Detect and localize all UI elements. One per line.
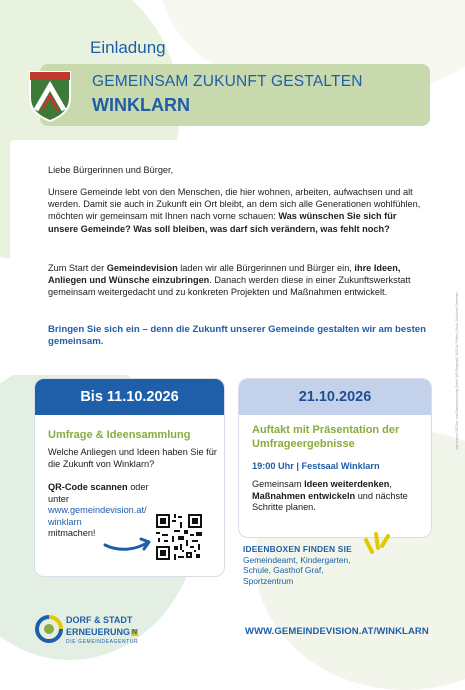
arrow-icon: [103, 535, 155, 553]
kickoff-card: [238, 378, 432, 538]
footer-url[interactable]: WWW.GEMEINDEVISION.AT/WINKLARN: [245, 626, 429, 637]
greeting: Liebe Bürgerinnen und Bürger,: [48, 165, 174, 175]
logo-badge: N: [132, 629, 138, 636]
kickoff-heading: Auftakt mit Präsentation der Umfrageergebnisse: [252, 424, 400, 450]
survey-heading: Umfrage & Ideensammlung: [48, 429, 191, 441]
logo-line-1: DORF & STADT: [66, 615, 133, 625]
idea-boxes-title: IDEENBOXEN FINDEN SIE: [243, 544, 352, 554]
survey-question: Welche Anliegen und Ideen haben Sie für die Zukunft von Winklarn?: [48, 447, 217, 469]
logo-line-2: ERNEUERUNG N: [66, 627, 138, 637]
paragraph-intro: Unsere Gemeinde lebt von den Menschen, die hier wohnen, arbeiten, aufwachsen und alt werden. Damit sie auch in Zukunft ein Ort bleibt, an dem sich alle Generationen wohlfühlen, möchten wir gemeinsam mit Ihnen nach vorne schauen: Was wünschen Sie sich für unsere Gemeinde? Was soll bleiben, was darf sich verändern, was fehlt noch?: [48, 187, 421, 234]
municipality-name: WINKLARN: [92, 95, 190, 115]
dorf-stadt-logo-icon: [35, 615, 63, 643]
imprint-text: Impressum: NÖ Dorf- und Stadterneuerung GmbH (NÖ.Regional), 3100 St. Pölten | Druck: Druckerei Gemeinde: [455, 292, 459, 450]
kickoff-time-location: 19:00 Uhr | Festsaal Winklarn: [252, 461, 380, 471]
page-title: GEMEINSAM ZUKUNFT GESTALTEN: [92, 73, 363, 90]
kickoff-description: Gemeinsam Ideen weiterdenken, Maßnahmen entwickeln und nächste Schritte planen.: [252, 479, 408, 512]
qr-code[interactable]: [154, 512, 204, 562]
invitation-label: Einladung: [90, 38, 166, 57]
survey-instructions: QR-Code scannen oder unter www.gemeindevision.at/ winklarn mitmachen!: [48, 482, 149, 538]
logo-tagline: DIE GEMEINDEAGENTUR: [66, 639, 139, 645]
idea-boxes-info: IDEENBOXEN FINDEN SIE Gemeindeamt, Kindergarten, Schule, Gasthof Graf, Sportzentrum: [243, 544, 352, 586]
survey-link[interactable]: www.gemeindevision.at/: [48, 505, 147, 515]
paragraph-invitation: Zum Start der Gemeindevision laden wir alle Bürgerinnen und Bürger ein, ihre Ideen, Anliegen und Wünsche einzubringen. Danach werden diese in einer Zukunftswerkstatt gemeinsam weitergedacht und zu konkreten Projekten und Maßnahmen entwickelt.: [48, 263, 411, 298]
coat-of-arms-icon: [28, 70, 72, 122]
closing-statement: Bringen Sie sich ein – denn die Zukunft unserer Gemeinde gestalten wir am besten gemeinsam.: [48, 324, 426, 348]
survey-link-end[interactable]: winklarn: [48, 516, 82, 527]
sparkle-icon: [362, 528, 392, 556]
kickoff-date: 21.10.2026: [239, 379, 431, 415]
survey-deadline: Bis 11.10.2026: [35, 379, 224, 415]
